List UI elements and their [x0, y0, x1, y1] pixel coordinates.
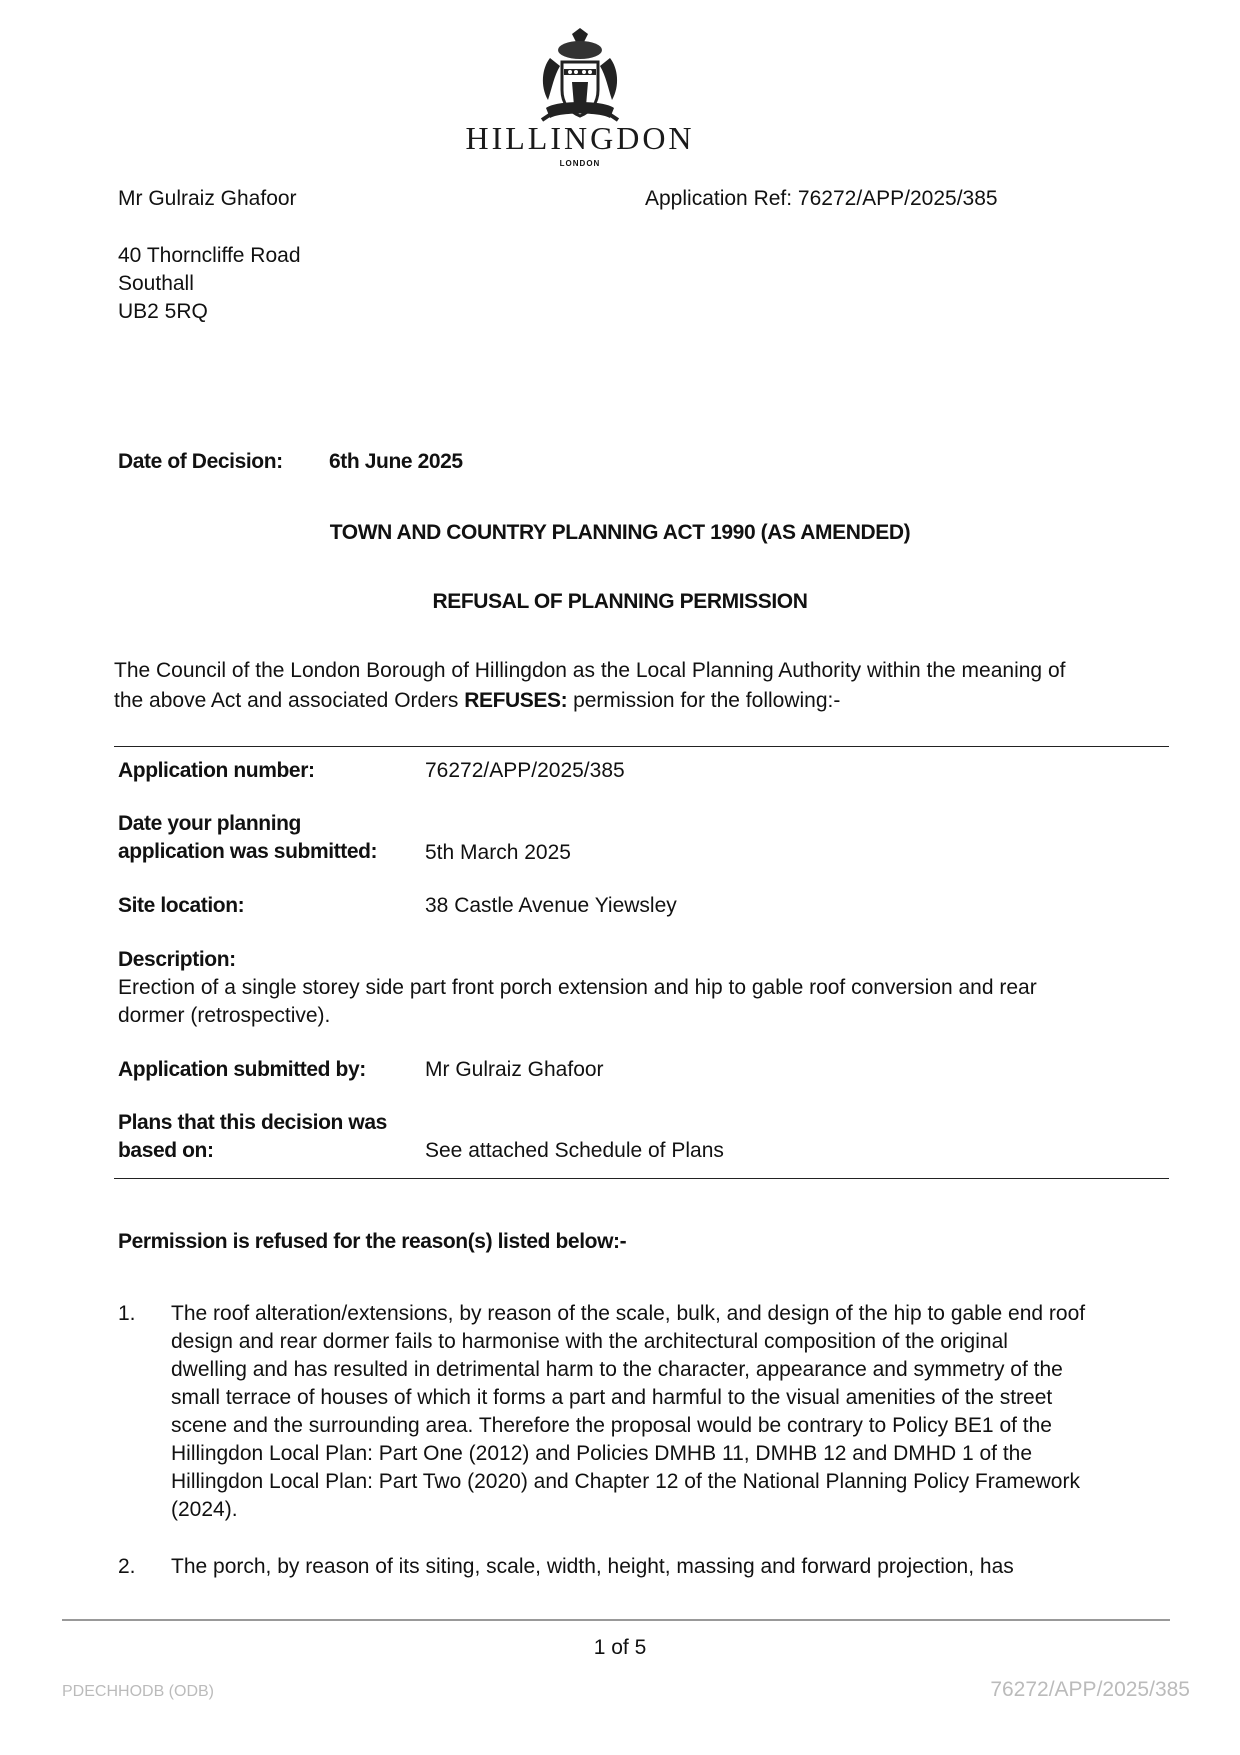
site-location-value: 38 Castle Avenue Yiewsley: [425, 894, 677, 917]
reason-2-line-1: The porch, by reason of its siting, scale, width, height, massing and forward projection, has: [171, 1555, 1014, 1578]
logo-subtext: LONDON: [559, 159, 601, 168]
reason-1-line-5: scene and the surrounding area. Therefore the proposal would be contrary to Policy BE1 of the: [171, 1414, 1052, 1437]
details-bottom-rule: [114, 1178, 1169, 1179]
logo-wordmark: HILLINGDON: [465, 120, 695, 156]
hillingdon-crest-logo: [520, 28, 640, 132]
reasons-heading: Permission is refused for the reason(s) listed below:-: [118, 1230, 627, 1253]
reason-number: 2.: [118, 1555, 136, 1578]
footer-code: PDECHHODB (ODB): [62, 1683, 215, 1700]
footer-ref: 76272/APP/2025/385: [990, 1678, 1190, 1701]
address-line-2: Southall: [118, 272, 194, 295]
submitted-by-value: Mr Gulraiz Ghafoor: [425, 1058, 604, 1081]
date-submitted-value: 5th March 2025: [425, 841, 571, 864]
application-number-value: 76272/APP/2025/385: [425, 759, 625, 782]
decision-title: REFUSAL OF PLANNING PERMISSION: [432, 590, 808, 613]
reason-1-line-8: (2024).: [171, 1498, 238, 1521]
reason-1-line-6: Hillingdon Local Plan: Part One (2012) and Policies DMHB 11, DMHB 12 and DMHD 1 of the: [171, 1442, 1033, 1465]
application-number-label: Application number:: [118, 759, 315, 782]
intro-line-1: The Council of the London Borough of Hillingdon as the Local Planning Authority within the meaning of: [114, 659, 1066, 682]
site-location-label: Site location:: [118, 894, 245, 917]
submitted-by-label: Application submitted by:: [118, 1058, 366, 1081]
act-title: TOWN AND COUNTRY PLANNING ACT 1990 (AS AMENDED): [329, 521, 911, 544]
date-submitted-label-1: Date your planning: [118, 812, 301, 835]
reason-number: 1.: [118, 1302, 136, 1325]
decision-date-value: 6th June 2025: [329, 450, 463, 473]
plans-label-2: based on:: [118, 1139, 214, 1162]
reason-1-line-3: dwelling and has resulted in detrimental harm to the character, appearance and symmetry of the: [171, 1358, 1063, 1381]
page-number: 1 of 5: [593, 1636, 647, 1659]
intro-line-2-prefix: the above Act and associated Orders: [114, 689, 459, 712]
plans-value: See attached Schedule of Plans: [425, 1139, 724, 1162]
description-label: Description:: [118, 948, 236, 971]
plans-label-1: Plans that this decision was: [118, 1111, 387, 1134]
intro-refuses: REFUSES:: [464, 689, 568, 712]
reason-1-line-2: design and rear dormer fails to harmonise with the architectural composition of the original: [171, 1330, 1008, 1353]
application-ref: Application Ref: 76272/APP/2025/385: [645, 187, 998, 210]
address-line-1: 40 Thorncliffe Road: [118, 244, 301, 267]
date-submitted-label-2: application was submitted:: [118, 840, 378, 863]
address-line-3: UB2 5RQ: [118, 300, 208, 323]
details-top-rule: [114, 746, 1169, 747]
footer-rule: [62, 1619, 1170, 1621]
description-line-1: Erection of a single storey side part front porch extension and hip to gable roof conversion and rear: [118, 976, 1037, 999]
reason-1-line-7: Hillingdon Local Plan: Part Two (2020) and Chapter 12 of the National Planning Policy Framework: [171, 1470, 1080, 1493]
intro-line-2-suffix: permission for the following:-: [573, 689, 841, 712]
description-line-2: dormer (retrospective).: [118, 1004, 331, 1027]
recipient-name: Mr Gulraiz Ghafoor: [118, 187, 297, 210]
intro-line-2: [114, 687, 840, 715]
reason-1-line-4: small terrace of houses of which it forms a part and harmful to the visual amenities of the street: [171, 1386, 1053, 1409]
decision-date-label: Date of Decision:: [118, 450, 283, 473]
reason-1-line-1: The roof alteration/extensions, by reason of the scale, bulk, and design of the hip to gable end roof: [171, 1302, 1086, 1325]
